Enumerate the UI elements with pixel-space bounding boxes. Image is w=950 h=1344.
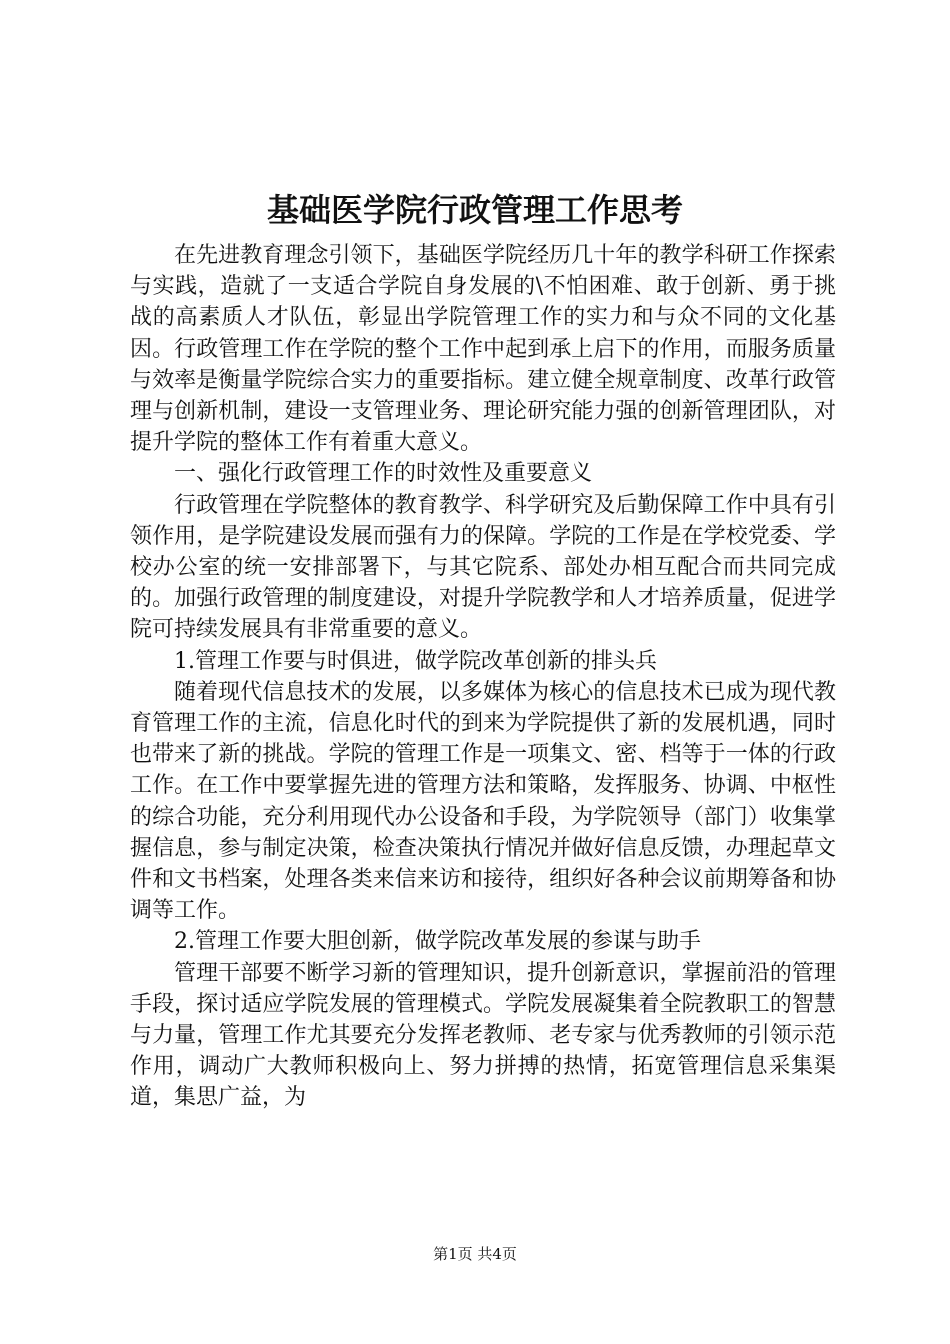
paragraph-subsection-1: 随着现代信息技术的发展，以多媒体为核心的信息技术已成为现代教育管理工作的主流，信息化时代的到来为学院提供了新的发展机遇，同时也带来了新的挑战。学院的管理工作是一项集文、密、档等于一体的行政工作。在工作中要掌握先进的管理方法和策略，发挥服务、协调、中枢性的综合功能，充分利用现代办公设备和手段，为学院领导（部门）收集掌握信息，参与制定决策，检查决策执行情况并做好信息反馈，办理起草文件和文书档案，处理各类来信来访和接待，组织好各种会议前期筹备和协调等工作。	[130, 679, 836, 924]
section-heading-1: 一、强化行政管理工作的时效性及重要意义	[174, 461, 593, 487]
document-body	[130, 240, 836, 1114]
page-number-footer: 第1页 共4页	[433, 1245, 517, 1263]
paragraph-intro: 在先进教育理念引领下，基础医学院经历几十年的教学科研工作探索与实践，造就了一支适合学院自身发展的\不怕困难、敢于创新、勇于挑战的高素质人才队伍，彰显出学院管理工作的实力和与众不同的文化基因。行政管理工作在学院的整个工作中起到承上启下的作用，而服务质量与效率是衡量学院综合实力的重要指标。建立健全规章制度、改革行政管理与创新机制，建设一支管理业务、理论研究能力强的创新管理团队，对提升学院的整体工作有着重大意义。	[130, 243, 836, 456]
subsection-heading-1: 1.管理工作要与时俱进，做学院改革创新的排头兵	[174, 648, 657, 674]
paragraph-section-1: 行政管理在学院整体的教育教学、科学研究及后勤保障工作中具有引领作用，是学院建设发展而强有力的保障。学院的工作是在学校党委、学校办公室的统一安排部署下，与其它院系、部处办相互配合而共同完成的。加强行政管理的制度建设，对提升学院教学和人才培养质量，促进学院可持续发展具有非常重要的意义。	[130, 492, 836, 643]
paragraph-subsection-2: 管理干部要不断学习新的管理知识，提升创新意识，掌握前沿的管理手段，探讨适应学院发展的管理模式。学院发展凝集着全院教职工的智慧与力量，管理工作尤其要充分发挥老教师、老专家与优秀教师的引领示范作用，调动广大教师积极向上、努力拼搏的热情，拓宽管理信息采集渠道，集思广益，为	[130, 960, 836, 1111]
subsection-heading-2: 2.管理工作要大胆创新，做学院改革发展的参谋与助手	[174, 929, 701, 955]
document-title: 基础医学院行政管理工作思考	[266, 191, 683, 229]
